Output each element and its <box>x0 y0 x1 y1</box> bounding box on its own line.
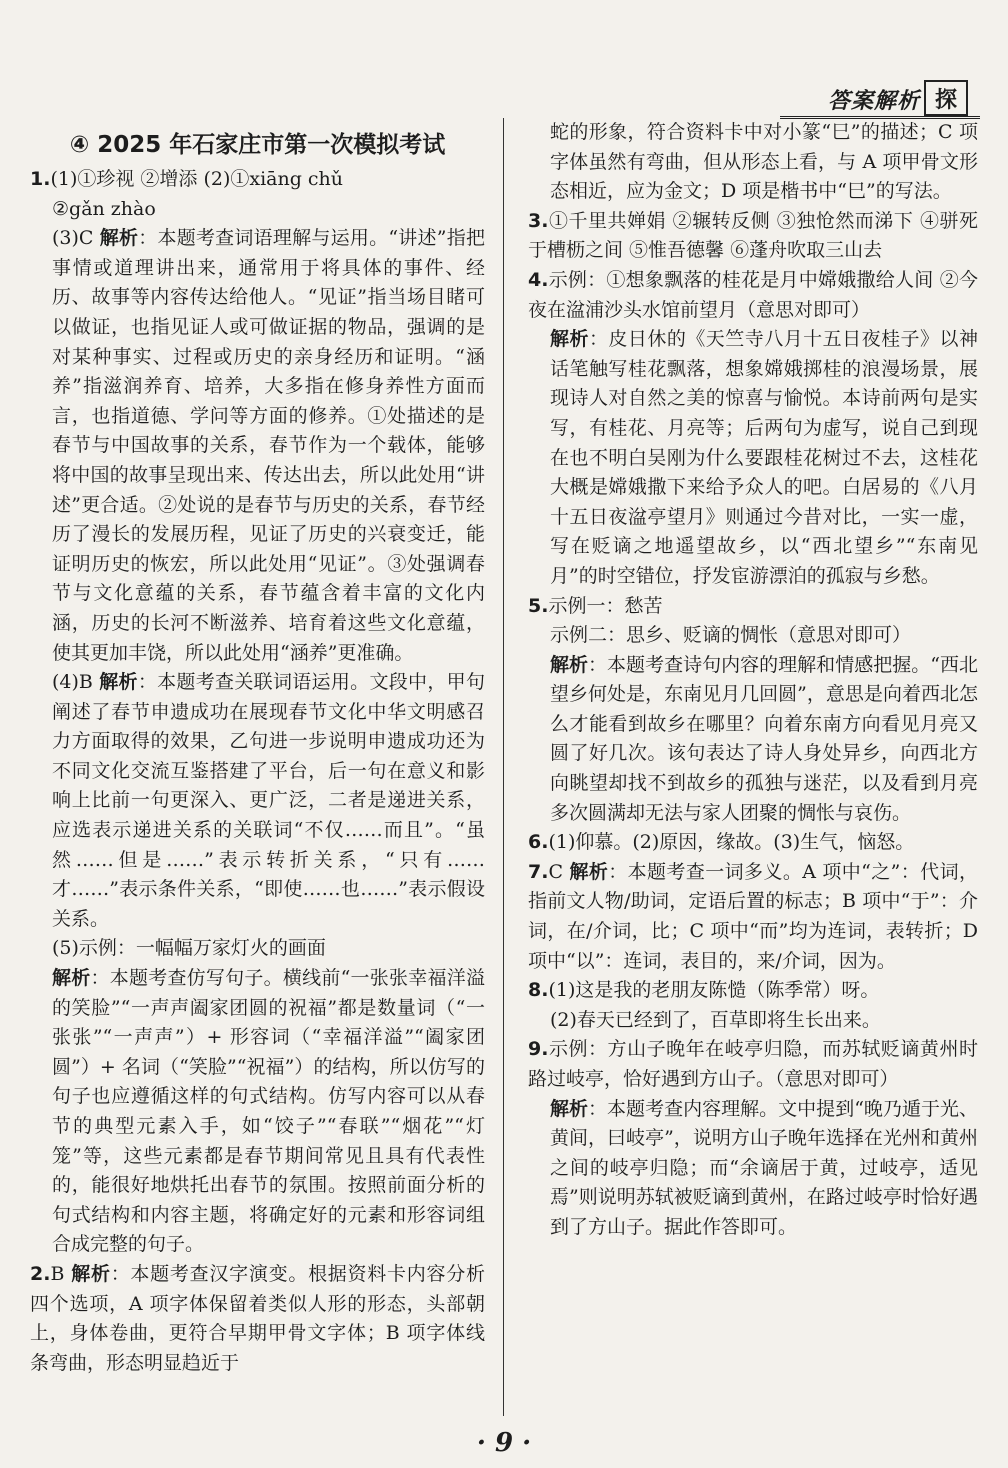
answer-choice: C <box>548 860 570 883</box>
header-title: 答案解析 <box>827 89 920 114</box>
answer-paragraph <box>528 1095 978 1243</box>
brand-logo-icon: 探 <box>924 80 968 116</box>
analysis-label: 解析 <box>550 1097 589 1120</box>
answer-paragraph <box>528 828 978 858</box>
answer-text: ：本题考查诗句内容的理解和情感把握。“西北望乡何处是，东南见月几回圆”，意思是向着西北怎么才能看到故乡在哪里？向着东南方向看见月亮又圆了好几次。该句表达了诗人身处异乡，向西北方向眺望却找不到故乡的孤独与迷茫，以及看到月亮多次圆满却无法与家人团聚的惆怅与哀伤。 <box>550 653 978 824</box>
question-number: 7. <box>528 860 549 883</box>
answer-text: (5)示例：一幅幅万家灯火的画面 <box>52 937 326 960</box>
answer-text: (2)春天已经到了，百草即将生长出来。 <box>550 1008 881 1031</box>
question-number: 5. <box>528 594 549 617</box>
analysis-label: 解析 <box>99 227 139 250</box>
section-title: ④ 2025 年石家庄市第一次模拟考试 <box>69 132 446 158</box>
answer-text: ：本题考查词语理解与运用。“讲述”指把事情或道理讲出来，通常用于将具体的事件、经历、故事等内容传达给他人。“见证”指当场目睹可以做证，也指见证人或可做证据的物品，强调的是对某种事实、过程或历史的亲身经历和证明。“涵养”指滋润养育、培养，大多指在修身养性方面而言，也指道德、学问等方面的修养。①处描述的是春节与中国故事的关系，春节作为一个载体，能够将中国的故事呈现出来、传达出去，所以此处用“讲述”更合适。②处说的是春节与历史的关系，春节经历了漫长的发展历程，见证了历史的兴衰变迁，能证明历史的恢宏，所以此处用“见证”。③处强调春节与文化意蕴的关系，春节蕴含着丰富的文化内涵，历史的长河不断滋养、培育着这些文化意蕴，使其更加丰饶，所以此处用“涵养”更准确。 <box>52 227 485 664</box>
page-header <box>780 80 980 119</box>
answer-choice: (3)C <box>52 227 100 250</box>
analysis-label: 解析 <box>550 653 589 676</box>
answer-text: (1)仰慕。(2)原因，缘故。(3)生气，恼怒。 <box>548 831 915 854</box>
answer-paragraph <box>528 266 978 325</box>
answer-paragraph <box>528 651 978 829</box>
answer-paragraph <box>30 224 485 668</box>
answer-text: ：本题考查关联词语运用。文段中，甲句阐述了春节申遗成功在展现春节文化中华文明感召力方面取得的效果，乙句进一步说明申遗成功还为不同文化交流互鉴搭建了平台，后一句在意义和影响上比前一句更深入、更广泛，二者是递进关系，应选表示递进关系的关联词“不仅……而且”。“虽然……但是……”表示转折关系，“只有……才……”表示条件关系，“即使……也……”表示假设关系。 <box>52 671 485 930</box>
answer-text: 示例：方山子晚年在岐亭归隐，而苏轼贬谪黄州时路过岐亭，恰好遇到方山子。（意思对即可） <box>528 1038 978 1090</box>
answer-choice: B <box>50 1262 72 1285</box>
answer-text: ：本题考查汉字演变。根据资料卡内容分析四个选项，A 项字体保留着类似人形的形态，头部朝上，身体卷曲，更符合早期甲骨文字体；B 项字体线条弯曲，形态明显趋近于 <box>30 1262 485 1374</box>
question-number: 8. <box>528 979 549 1002</box>
question-number: 6. <box>528 831 549 854</box>
answer-paragraph <box>528 621 978 651</box>
answer-paragraph <box>528 207 978 266</box>
answer-paragraph <box>30 668 485 934</box>
answer-text: 示例一：愁苦 <box>548 594 663 617</box>
answer-text: ②gǎn zhào <box>52 197 156 220</box>
answer-paragraph <box>528 858 978 976</box>
question-number: 3. <box>528 209 549 232</box>
column-divider <box>503 118 504 1416</box>
answer-paragraph <box>528 325 978 591</box>
answer-text: ：本题考查仿写句子。横线前“一张张幸福洋溢的笑脸”“一声声阖家团圆的祝福”都是数量词（“一张张”“一声声”）+ 形容词（“幸福洋溢”“阖家团圆”）+ 名词（“笑脸”“祝福”）的结构，所以仿写的句子也应遵循这样的句式结构。仿写内容可以从春节的典型元素入手，如“饺子”“春联”“烟花”“灯笼”等，这些元素都是春节期间常见且具有代表性的，能很好地烘托出春节的氛围。按照前面分析的句式结构和内容主题，将确定好的元素和形容词组合成完整的句子。 <box>52 967 485 1256</box>
analysis-label: 解析 <box>569 860 609 883</box>
analysis-label: 解析 <box>550 328 589 351</box>
analysis-label: 解析 <box>99 671 138 694</box>
answer-text: ①千里共婵娟 ②辗转反侧 ③独怆然而涕下 ④骈死于槽枥之间 ⑤惟吾德馨 ⑥蓬舟吹取三山去 <box>528 209 978 262</box>
answer-paragraph <box>30 1260 485 1378</box>
page-number: · 9 · <box>476 1428 532 1458</box>
answer-paragraph <box>528 1006 978 1036</box>
answer-paragraph <box>30 964 485 1260</box>
answer-text: ：本题考查内容理解。文中提到“晚乃遁于光、黄间，曰岐亭”，说明方山子晚年选择在光州和黄州之间的岐亭归隐；而“余谪居于黄，过岐亭，适见焉”则说明苏轼被贬谪到黄州，在路过岐亭时恰好遇到了方山子。据此作答即可。 <box>550 1097 978 1238</box>
answer-paragraph <box>30 195 485 225</box>
answer-paragraph <box>528 118 978 207</box>
left-answers <box>30 165 485 1378</box>
answer-text: 示例：①想象飘落的桂花是月中嫦娥撒给人间 ②今夜在湓浦沙头水馆前望月（意思对即可） <box>528 268 978 321</box>
analysis-label: 解析 <box>71 1262 111 1285</box>
question-number: 4. <box>528 268 549 291</box>
answer-paragraph <box>528 1035 978 1094</box>
analysis-label: 解析 <box>52 967 91 990</box>
right-answers <box>528 118 978 1243</box>
answer-choice: (4)B <box>52 671 100 694</box>
answer-text: ：本题考查一词多义。A 项中“之”：代词，指前文人物/助词，定语后置的标志；B 项中“于”：介词，在/介词，比；C 项中“而”均为连词，表转折；D 项中“以”：连词，表目的，来/介词，因为。 <box>528 860 978 972</box>
answer-paragraph <box>30 934 485 964</box>
answer-paragraph <box>528 976 978 1006</box>
answer-text: 示例二：思乡、贬谪的惆怅（意思对即可） <box>550 624 912 647</box>
question-number: 2. <box>30 1262 51 1285</box>
answer-text: (1)①珍视 ②增添 (2)①xiāng chǔ <box>50 168 344 190</box>
answer-text: (1)这是我的老朋友陈慥（陈季常）呀。 <box>548 979 880 1002</box>
question-number: 9. <box>528 1038 549 1061</box>
answer-paragraph <box>30 165 485 195</box>
answer-text: 蛇的形象，符合资料卡中对小篆“巳”的描述；C 项字体虽然有弯曲，但从形态上看，与 A 项甲骨文形态相近，应为金文；D 项是楷书中“巳”的写法。 <box>550 121 978 203</box>
right-column <box>528 118 978 1243</box>
answer-paragraph <box>528 592 978 622</box>
question-number: 1. <box>30 168 51 190</box>
answer-text: ：皮日休的《天竺寺八月十五日夜桂子》以神话笔触写桂花飘落，想象嫦娥掷桂的浪漫场景，展现诗人对自然之美的惊喜与愉悦。本诗前两句是实写，有桂花、月亮等；后两句为虚写，说自己到现在也不明白吴刚为什么要跟桂花树过不去，这桂花大概是嫦娥撒下来给予众人的吧。白居易的《八月十五日夜湓亭望月》则通过今昔对比，一实一虚，写在贬谪之地遥望故乡，以“西北望乡”“东南见月”的时空错位，抒发宦游漂泊的孤寂与乡愁。 <box>550 328 978 587</box>
left-column <box>30 118 485 1378</box>
